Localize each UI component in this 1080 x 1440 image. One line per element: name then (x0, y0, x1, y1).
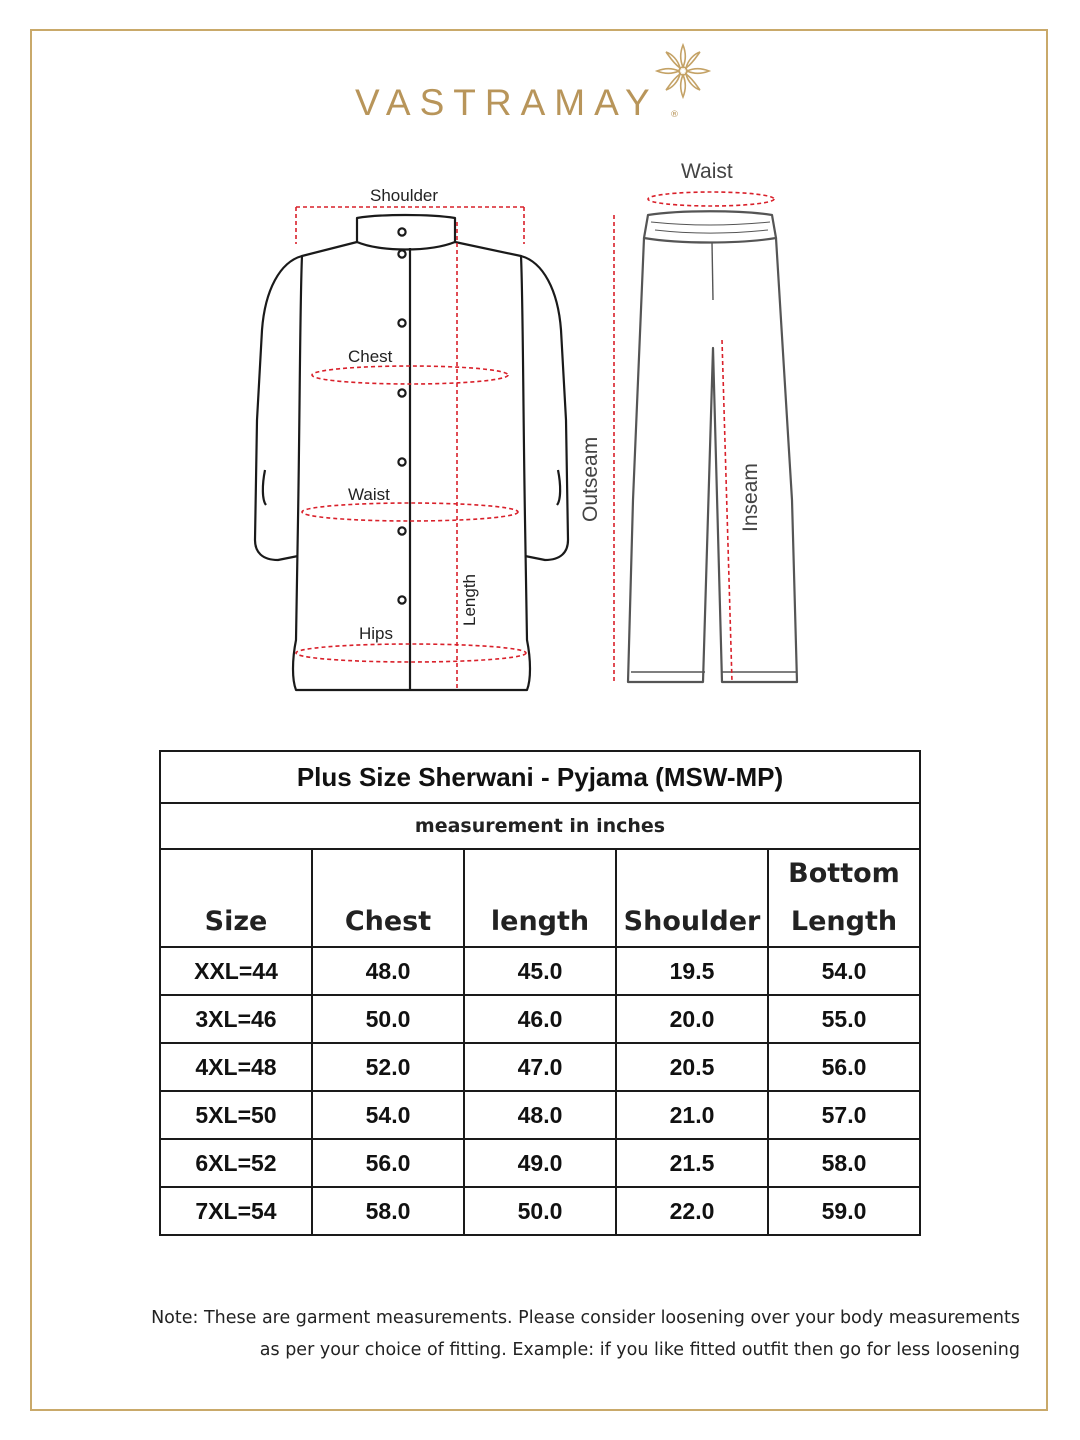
cell-length: 49.0 (464, 1139, 616, 1187)
pyjama-waist-label: Waist (681, 160, 733, 183)
brand-name: VASTRAMAY (355, 82, 659, 123)
cell-shoulder: 20.0 (616, 995, 768, 1043)
registered-mark: ® (670, 110, 679, 120)
shoulder-label: Shoulder (370, 186, 439, 205)
cell-chest: 52.0 (312, 1043, 464, 1091)
cell-bottom-length: 56.0 (768, 1043, 920, 1091)
cell-length: 46.0 (464, 995, 616, 1043)
table-row (160, 1139, 920, 1187)
header-size: Size (160, 849, 312, 947)
inseam-label: Inseam (739, 463, 762, 532)
cell-size: 5XL=50 (160, 1091, 312, 1139)
table-header-row (160, 849, 920, 947)
cell-length: 45.0 (464, 947, 616, 995)
pyjama-drawing (628, 211, 797, 682)
cell-length: 48.0 (464, 1091, 616, 1139)
cell-shoulder: 21.5 (616, 1139, 768, 1187)
hips-label: Hips (359, 624, 394, 643)
cell-length: 47.0 (464, 1043, 616, 1091)
cell-bottom-length: 54.0 (768, 947, 920, 995)
header-shoulder: Shoulder (616, 849, 768, 947)
cell-shoulder: 19.5 (616, 947, 768, 995)
cell-length: 50.0 (464, 1187, 616, 1235)
cell-chest: 56.0 (312, 1139, 464, 1187)
cell-shoulder: 21.0 (616, 1091, 768, 1139)
cell-bottom-length: 58.0 (768, 1139, 920, 1187)
cell-bottom-length: 55.0 (768, 995, 920, 1043)
note-line-1: Note: These are garment measurements. Please consider loosening over your body measurements (151, 1308, 1020, 1328)
table-row (160, 995, 920, 1043)
cell-chest: 48.0 (312, 947, 464, 995)
cell-size: 6XL=52 (160, 1139, 312, 1187)
note-line-2: as per your choice of fitting. Example: if you like fitted outfit then go for less loosening (259, 1340, 1020, 1360)
table-title: Plus Size Sherwani - Pyjama (MSW-MP) (160, 751, 920, 803)
table-row (160, 1091, 920, 1139)
fitting-note (52, 1302, 1020, 1366)
cell-chest: 50.0 (312, 995, 464, 1043)
cell-size: XXL=44 (160, 947, 312, 995)
chest-label: Chest (348, 347, 393, 366)
table-row (160, 947, 920, 995)
cell-shoulder: 22.0 (616, 1187, 768, 1235)
length-label: Length (460, 574, 479, 626)
header-length: length (464, 849, 616, 947)
cell-chest: 58.0 (312, 1187, 464, 1235)
cell-size: 7XL=54 (160, 1187, 312, 1235)
cell-chest: 54.0 (312, 1091, 464, 1139)
cell-bottom-length: 59.0 (768, 1187, 920, 1235)
waist-label: Waist (348, 485, 390, 504)
header-bottom-length: Bottom Length (768, 849, 920, 947)
outseam-label: Outseam (579, 436, 602, 522)
cell-shoulder: 20.5 (616, 1043, 768, 1091)
table-row (160, 1187, 920, 1235)
header-chest: Chest (312, 849, 464, 947)
cell-size: 4XL=48 (160, 1043, 312, 1091)
kurta-drawing (255, 215, 568, 690)
size-chart-table (159, 750, 921, 1236)
cell-size: 3XL=46 (160, 995, 312, 1043)
table-row (160, 1043, 920, 1091)
cell-bottom-length: 57.0 (768, 1091, 920, 1139)
table-subtitle: measurement in inches (160, 803, 920, 849)
pyjama-measure-lines (614, 192, 774, 682)
